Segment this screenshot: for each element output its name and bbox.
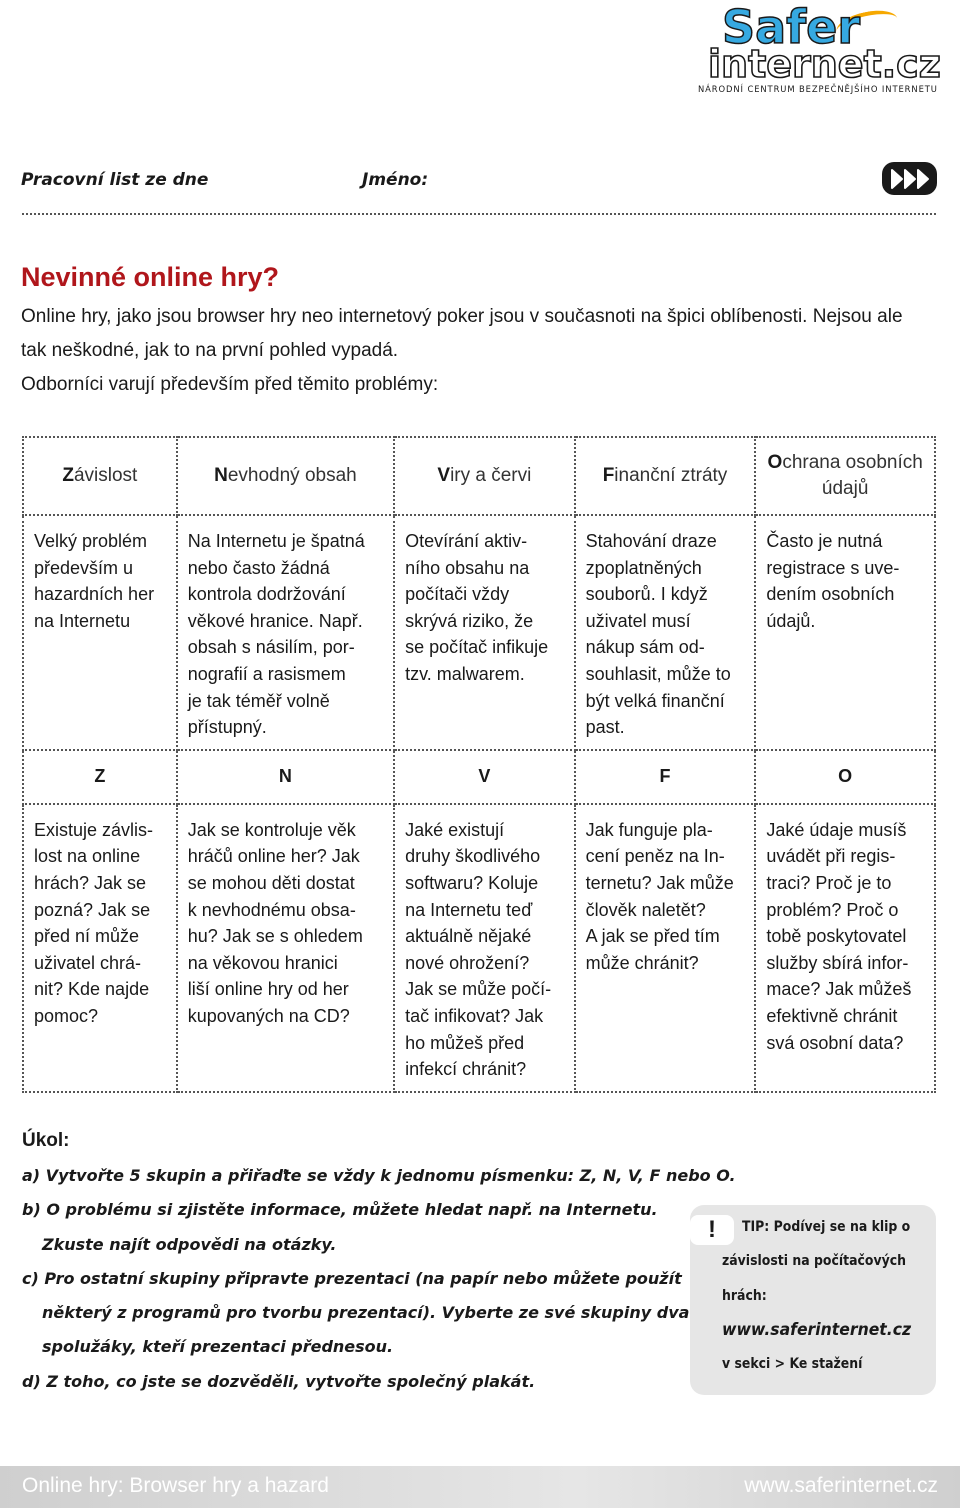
- cell-text-line: Velký problém: [34, 531, 148, 551]
- letter-cell: V: [394, 750, 575, 804]
- cell-text-line: nové ohrožení?: [405, 952, 530, 973]
- cell-text-line: hráčů online her? Jak: [187, 846, 360, 867]
- cell-text-line: infekcí chránit?: [405, 1059, 527, 1080]
- cell-text-line: past.: [585, 717, 625, 738]
- cell-text-line: tač infikovat? Jak: [405, 1005, 544, 1026]
- logo-word-internet: internet.cz: [708, 42, 941, 86]
- cell-text-line: traci? Proč je to: [766, 872, 892, 893]
- cell-text-line: Jaké existují: [405, 819, 505, 840]
- cell-text-line: člověk naletět?: [585, 899, 706, 920]
- table-header-row: [23, 437, 935, 515]
- footer-title: Online hry: Browser hry a hazard: [22, 1474, 329, 1497]
- cell-text-line: uživatel musí: [585, 610, 691, 631]
- cell-text-line: na věkovou hranici: [187, 952, 338, 973]
- tip-line-3: hrách:: [722, 1288, 767, 1304]
- problem-cell: [23, 515, 177, 750]
- cell-text-line: ho můžeš před: [405, 1032, 525, 1053]
- question-cell: [394, 804, 575, 1092]
- tip-line-2: závislosti na počítačových: [722, 1253, 906, 1269]
- triple-chevron-right-icon: [889, 168, 931, 190]
- cell-text-line: na Internetu: [34, 610, 131, 631]
- cell-text-line: nákup sám od-: [585, 637, 705, 658]
- problem-cell: [177, 515, 394, 750]
- header-cell-zavislost: Závislost: [23, 437, 177, 515]
- cell-text-line: Jaké údaje musíš: [766, 819, 907, 840]
- cell-text-line: aktuálně nějaké: [405, 926, 532, 947]
- cell-text-line: Na Internetu je špatná: [187, 531, 365, 551]
- letter-cell: F: [575, 750, 756, 804]
- cell-text-line: před ní může: [34, 926, 140, 947]
- task-line: b) O problému si zjistěte informace, můžete hledat např. na Internetu.: [22, 1200, 658, 1219]
- cell-text-line: kontrola dodržování: [187, 584, 346, 605]
- cell-text-line: uživatel chrá-: [34, 952, 142, 973]
- cell-text-line: druhy škodlivého: [405, 846, 541, 867]
- cell-text-line: přístupný.: [187, 717, 267, 738]
- intro-line-2: tak neškodné, jak to na první pohled vypadá.: [21, 340, 399, 361]
- table-row-questions: [23, 804, 935, 1092]
- cell-text-line: lost na online: [34, 846, 141, 867]
- cell-text-line: věkové hranice. Např.: [187, 610, 363, 631]
- task-line: Zkuste najít odpovědi na otázky.: [42, 1235, 337, 1254]
- cell-text-line: ternetu? Jak může: [585, 872, 734, 893]
- problems-table: [22, 436, 936, 1093]
- header-cell-financni-ztraty: Finanční ztráty: [575, 437, 756, 515]
- cell-text-line: softwaru? Koluje: [405, 872, 539, 893]
- intro-line-1: Online hry, jako jsou browser hry neo internetový poker jsou v současnoti na špici oblíbenosti. Nejsou ale: [21, 306, 903, 327]
- cell-text-line: je tak téměř volně: [187, 690, 330, 711]
- cell-text-line: především u: [34, 557, 134, 578]
- cell-text-line: být velká finanční: [585, 690, 725, 711]
- problem-cell: [755, 515, 935, 750]
- page-title: Nevinné online hry?: [21, 262, 280, 292]
- cell-text-line: Jak funguje pla-: [585, 819, 713, 840]
- task-line: a) Vytvořte 5 skupin a přiřaďte se vždy k jednomu písmenku: Z, N, V, F nebo O.: [22, 1166, 736, 1185]
- cell-text-line: Často je nutná: [766, 531, 883, 551]
- cell-text-line: může chránit?: [585, 952, 699, 973]
- cell-text-line: Jak se kontroluje věk: [187, 819, 356, 840]
- cell-text-line: nebo často žádná: [187, 557, 330, 578]
- saferinternet-logo: [698, 0, 941, 98]
- tip-line-1: TIP: Podívej se na klip o: [742, 1219, 911, 1235]
- logo-word-safer: Safer: [722, 0, 861, 54]
- question-cell: [177, 804, 394, 1092]
- cell-text-line: liší online hry od her: [187, 979, 349, 1000]
- question-cell: [23, 804, 177, 1092]
- task-line: c) Pro ostatní skupiny připravte prezentaci (na papír nebo můžete použít: [22, 1269, 682, 1288]
- cell-text-line: se mohou děti dostat: [187, 872, 355, 893]
- exclamation-icon: !: [690, 1215, 734, 1245]
- cell-text-line: mace? Jak můžeš: [766, 979, 912, 1000]
- cell-text-line: hazardních her: [34, 584, 155, 605]
- cell-text-line: Jak se může počí-: [405, 979, 552, 1000]
- dotted-divider: [22, 213, 936, 215]
- problem-cell: [575, 515, 756, 750]
- cell-text-line: A jak se před tím: [585, 926, 720, 947]
- table-row-problems: [23, 515, 935, 750]
- cell-text-line: na Internetu teď: [405, 899, 533, 920]
- task-line: spolužáky, kteří prezentaci přednesou.: [42, 1337, 394, 1356]
- tip-box: [690, 1205, 936, 1395]
- cell-text-line: kupovaných na CD?: [187, 1005, 350, 1026]
- cell-text-line: hrách? Jak se: [34, 872, 147, 893]
- intro-line-3: Odborníci varují především před těmito problémy:: [21, 374, 439, 395]
- cell-text-line: dením osobních: [766, 584, 895, 605]
- cell-text-line: Existuje závlis-: [34, 819, 154, 840]
- cell-text-line: tzv. malwarem.: [405, 663, 525, 684]
- task-line: d) Z toho, co jste se dozvěděli, vytvořte společný plakát.: [22, 1372, 536, 1391]
- cell-text-line: zpoplatněných: [585, 557, 702, 578]
- header-cell-ochrana-udaju: Ochrana osobních údajů: [755, 437, 935, 515]
- footer-url: www.saferinternet.cz: [744, 1474, 938, 1497]
- cell-text-line: Otevírání aktiv-: [405, 531, 528, 551]
- question-cell: [575, 804, 756, 1092]
- problem-cell: [394, 515, 575, 750]
- question-cell: [755, 804, 935, 1092]
- cell-text-line: souhlasit, může to: [585, 663, 731, 684]
- worksheet-date-label: Pracovní list ze dne: [21, 170, 209, 190]
- letter-cell: O: [755, 750, 935, 804]
- cell-text-line: se počítač infikuje: [405, 637, 549, 658]
- cell-text-line: obsah s násilím, por-: [187, 637, 355, 658]
- cell-text-line: uvádět při regis-: [766, 846, 896, 867]
- cell-text-line: souborů. I když: [585, 584, 708, 605]
- cell-text-line: údajů.: [766, 610, 816, 631]
- letter-cell: Z: [23, 750, 177, 804]
- cell-text-line: hu? Jak se s ohledem: [187, 926, 363, 947]
- cell-text-line: problém? Proč o: [766, 899, 899, 920]
- cell-text-line: skrývá riziko, že: [405, 610, 534, 631]
- task-heading: Úkol:: [22, 1130, 70, 1151]
- cell-text-line: Stahování draze: [585, 531, 717, 551]
- header-cell-viry-a-cervi: Viry a červi: [394, 437, 575, 515]
- cell-text-line: k nevhodnému obsa-: [187, 899, 356, 920]
- cell-text-line: registrace s uve-: [766, 557, 900, 578]
- cell-text-line: nografií a rasismem: [187, 663, 346, 684]
- cell-text-line: počítači vždy: [405, 584, 510, 605]
- tip-line-5: v sekci > Ke stažení: [722, 1356, 863, 1372]
- header-cell-nevhodny-obsah: Nevhodný obsah: [177, 437, 394, 515]
- cell-text-line: svá osobní data?: [766, 1032, 904, 1053]
- next-button[interactable]: [882, 162, 937, 195]
- table-row-letters: [23, 750, 935, 804]
- student-name-label: Jméno:: [362, 170, 429, 190]
- cell-text-line: služby sbírá infor-: [766, 952, 909, 973]
- cell-text-line: tobě poskytovatel: [766, 926, 907, 947]
- task-line: některý z programů pro tvorbu prezentací). Vyberte ze své skupiny dva: [42, 1303, 690, 1322]
- cell-text-line: cení peněz na In-: [585, 846, 725, 867]
- cell-text-line: pozná? Jak se: [34, 899, 151, 920]
- cell-text-line: ního obsahu na: [405, 557, 530, 578]
- cell-text-line: pomoc?: [34, 1005, 99, 1026]
- cell-text-line: nit? Kde najde: [34, 979, 150, 1000]
- letter-cell: N: [177, 750, 394, 804]
- footer-bar: [0, 1466, 960, 1508]
- logo-subtitle: NÁRODNÍ CENTRUM BEZPEČNĚJŠÍHO INTERNETU: [698, 84, 938, 94]
- tip-url-link[interactable]: www.saferinternet.cz: [722, 1320, 912, 1340]
- cell-text-line: efektivně chránit: [766, 1005, 898, 1026]
